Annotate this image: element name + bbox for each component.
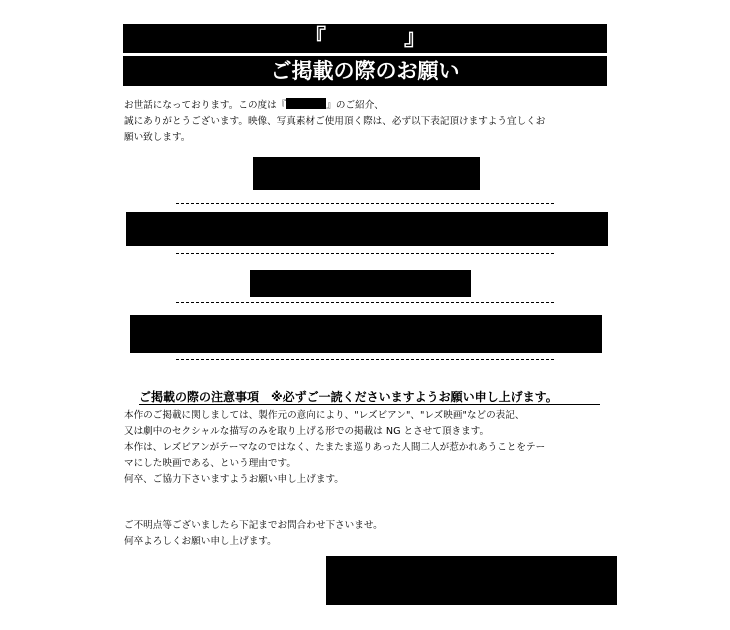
notes-line: 本作のご掲載に関しましては、製作元の意向により、"レズビアン"、"レズ映画"などの表記、 bbox=[124, 410, 525, 421]
notes-heading-underline bbox=[139, 404, 600, 405]
notes-line: 何卒、ご協力下さいますようお願い申し上げます。 bbox=[124, 474, 344, 485]
redacted-block-4 bbox=[130, 315, 602, 353]
notes-paragraph bbox=[124, 408, 609, 488]
contact-line: 何卒よろしくお願い申し上げます。 bbox=[124, 536, 277, 547]
dashed-divider bbox=[176, 203, 554, 204]
notes-heading: ご掲載の際の注意事項 ※必ずご一読くださいますようお願い申し上げます。 bbox=[139, 390, 558, 404]
intro-line-1-before: お世話になっております。この度は『 bbox=[124, 100, 287, 111]
notes-line: マにした映画である、という理由です。 bbox=[124, 458, 296, 469]
redacted-block-3 bbox=[250, 270, 471, 297]
title-bar-top bbox=[123, 24, 607, 53]
notes-line: 本作は、レズビアンがテーマなのではなく、たまたま巡りあった人間二人が惹かれあうことをテー bbox=[124, 442, 546, 453]
dashed-divider bbox=[176, 253, 554, 254]
inline-redaction bbox=[286, 98, 326, 109]
redacted-block-2 bbox=[126, 212, 608, 246]
contact-line: ご不明点等ございましたら下記までお問合わせ下さいませ。 bbox=[124, 520, 383, 531]
intro-line-1-after: 』のご紹介、 bbox=[326, 100, 384, 111]
intro-line-3: 願い致します。 bbox=[124, 132, 191, 143]
redacted-block-1 bbox=[253, 157, 480, 190]
contact-paragraph bbox=[124, 518, 609, 550]
bracket-close: 』 bbox=[404, 26, 427, 51]
intro-paragraph bbox=[124, 98, 609, 146]
notes-line: 又は劇中のセクシャルな描写のみを取り上げる形での掲載は NG とさせて頂きます。 bbox=[124, 426, 490, 437]
intro-line-2: 誠にありがとうございます。映像、写真素材ご使用頂く際は、必ず以下表記頂けますよう宜しくお bbox=[124, 116, 546, 127]
redacted-contact-block bbox=[326, 556, 617, 605]
page-title: ご掲載の際のお願い bbox=[123, 56, 607, 86]
dashed-divider bbox=[176, 302, 554, 303]
bracket-open: 『 bbox=[303, 26, 326, 51]
intro-line-1 bbox=[124, 98, 609, 114]
dashed-divider bbox=[176, 359, 554, 360]
